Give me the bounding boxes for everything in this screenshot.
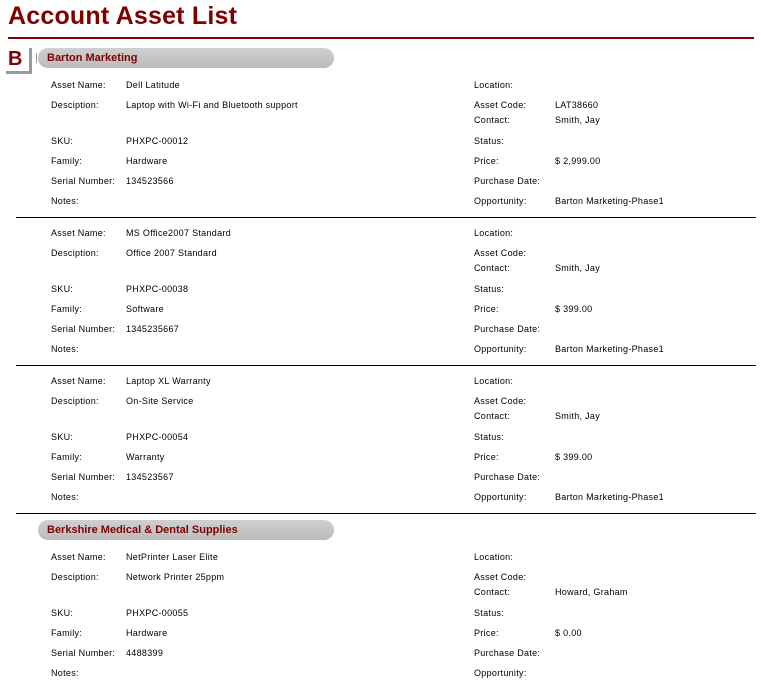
family-label: Family: bbox=[51, 628, 83, 638]
serial-number-label: Serial Number: bbox=[51, 176, 116, 186]
contact-label: Contact: bbox=[474, 411, 510, 421]
family-value: Software bbox=[126, 304, 164, 314]
location-label: Location: bbox=[474, 552, 514, 562]
sku-value: PHXPC-00055 bbox=[126, 608, 189, 618]
opportunity-value: Barton Marketing-Phase1 bbox=[555, 492, 664, 502]
notes-label: Notes: bbox=[51, 344, 79, 354]
notes-label: Notes: bbox=[51, 196, 79, 206]
asset-name-value: Dell Latitude bbox=[126, 80, 180, 90]
asset-name-label: Asset Name: bbox=[51, 552, 106, 562]
price-value: $ 399.00 bbox=[555, 452, 593, 462]
status-label: Status: bbox=[474, 136, 505, 146]
serial-number-value: 4488399 bbox=[126, 648, 164, 658]
serial-number-label: Serial Number: bbox=[51, 472, 116, 482]
contact-value: Smith, Jay bbox=[555, 411, 601, 421]
asset-record bbox=[0, 78, 761, 218]
asset-name-value: MS Office2007 Standard bbox=[126, 228, 231, 238]
price-label: Price: bbox=[474, 304, 499, 314]
family-value: Warranty bbox=[126, 452, 165, 462]
record-separator bbox=[16, 365, 756, 366]
price-label: Price: bbox=[474, 452, 499, 462]
family-label: Family: bbox=[51, 304, 83, 314]
price-label: Price: bbox=[474, 628, 499, 638]
status-label: Status: bbox=[474, 432, 505, 442]
purchase-date-label: Purchase Date: bbox=[474, 648, 541, 658]
contact-label: Contact: bbox=[474, 587, 510, 597]
status-label: Status: bbox=[474, 284, 505, 294]
asset-record bbox=[0, 226, 761, 366]
contact-value: Smith, Jay bbox=[555, 263, 601, 273]
index-letter: B bbox=[8, 48, 23, 70]
opportunity-value: Barton Marketing-Phase1 bbox=[555, 344, 664, 354]
family-label: Family: bbox=[51, 452, 83, 462]
sku-value: PHXPC-00054 bbox=[126, 432, 189, 442]
asset-name-value: Laptop XL Warranty bbox=[126, 376, 211, 386]
description-value: On-Site Service bbox=[126, 396, 194, 406]
location-label: Location: bbox=[474, 228, 514, 238]
purchase-date-label: Purchase Date: bbox=[474, 324, 541, 334]
description-label: Desciption: bbox=[51, 572, 99, 582]
purchase-date-label: Purchase Date: bbox=[474, 176, 541, 186]
price-value: $ 399.00 bbox=[555, 304, 593, 314]
contact-label: Contact: bbox=[474, 115, 510, 125]
contact-label: Contact: bbox=[474, 263, 510, 273]
asset-record bbox=[0, 550, 761, 690]
opportunity-label: Opportunity: bbox=[474, 668, 527, 678]
asset-record bbox=[0, 374, 761, 514]
asset-name-label: Asset Name: bbox=[51, 80, 106, 90]
asset-code-label: Asset Code: bbox=[474, 396, 527, 406]
asset-name-label: Asset Name: bbox=[51, 228, 106, 238]
asset-code-label: Asset Code: bbox=[474, 100, 527, 110]
location-label: Location: bbox=[474, 376, 514, 386]
family-value: Hardware bbox=[126, 156, 168, 166]
asset-code-label: Asset Code: bbox=[474, 248, 527, 258]
account-header: Barton Marketing bbox=[38, 48, 334, 68]
record-separator bbox=[16, 217, 756, 218]
asset-code-label: Asset Code: bbox=[474, 572, 527, 582]
title-rule bbox=[8, 37, 754, 39]
serial-number-value: 1345235667 bbox=[126, 324, 180, 334]
purchase-date-label: Purchase Date: bbox=[474, 472, 541, 482]
notes-label: Notes: bbox=[51, 668, 79, 678]
price-value: $ 2,999.00 bbox=[555, 156, 601, 166]
opportunity-label: Opportunity: bbox=[474, 492, 527, 502]
description-label: Desciption: bbox=[51, 396, 99, 406]
family-value: Hardware bbox=[126, 628, 168, 638]
sku-value: PHXPC-00012 bbox=[126, 136, 189, 146]
contact-value: Smith, Jay bbox=[555, 115, 601, 125]
serial-number-value: 134523567 bbox=[126, 472, 174, 482]
serial-number-label: Serial Number: bbox=[51, 324, 116, 334]
description-label: Desciption: bbox=[51, 248, 99, 258]
family-label: Family: bbox=[51, 156, 83, 166]
price-label: Price: bbox=[474, 156, 499, 166]
description-label: Desciption: bbox=[51, 100, 99, 110]
description-value: Office 2007 Standard bbox=[126, 248, 217, 258]
sku-label: SKU: bbox=[51, 432, 74, 442]
opportunity-value: Barton Marketing-Phase1 bbox=[555, 196, 664, 206]
page-title: Account Asset List bbox=[8, 2, 238, 30]
record-separator bbox=[16, 513, 756, 514]
location-label: Location: bbox=[474, 80, 514, 90]
description-value: Network Printer 25ppm bbox=[126, 572, 225, 582]
index-letter-box bbox=[6, 48, 32, 74]
sku-label: SKU: bbox=[51, 284, 74, 294]
sku-label: SKU: bbox=[51, 136, 74, 146]
asset-name-value: NetPrinter Laser Elite bbox=[126, 552, 219, 562]
asset-name-label: Asset Name: bbox=[51, 376, 106, 386]
notes-label: Notes: bbox=[51, 492, 79, 502]
serial-number-value: 134523566 bbox=[126, 176, 174, 186]
status-label: Status: bbox=[474, 608, 505, 618]
index-letter-divider bbox=[36, 53, 37, 63]
opportunity-label: Opportunity: bbox=[474, 196, 527, 206]
sku-label: SKU: bbox=[51, 608, 74, 618]
account-header: Berkshire Medical & Dental Supplies bbox=[38, 520, 334, 540]
description-value: Laptop with Wi-Fi and Bluetooth support bbox=[126, 100, 298, 110]
asset-code-value: LAT38660 bbox=[555, 100, 599, 110]
sku-value: PHXPC-00038 bbox=[126, 284, 189, 294]
price-value: $ 0.00 bbox=[555, 628, 582, 638]
opportunity-label: Opportunity: bbox=[474, 344, 527, 354]
serial-number-label: Serial Number: bbox=[51, 648, 116, 658]
contact-value: Howard, Graham bbox=[555, 587, 628, 597]
